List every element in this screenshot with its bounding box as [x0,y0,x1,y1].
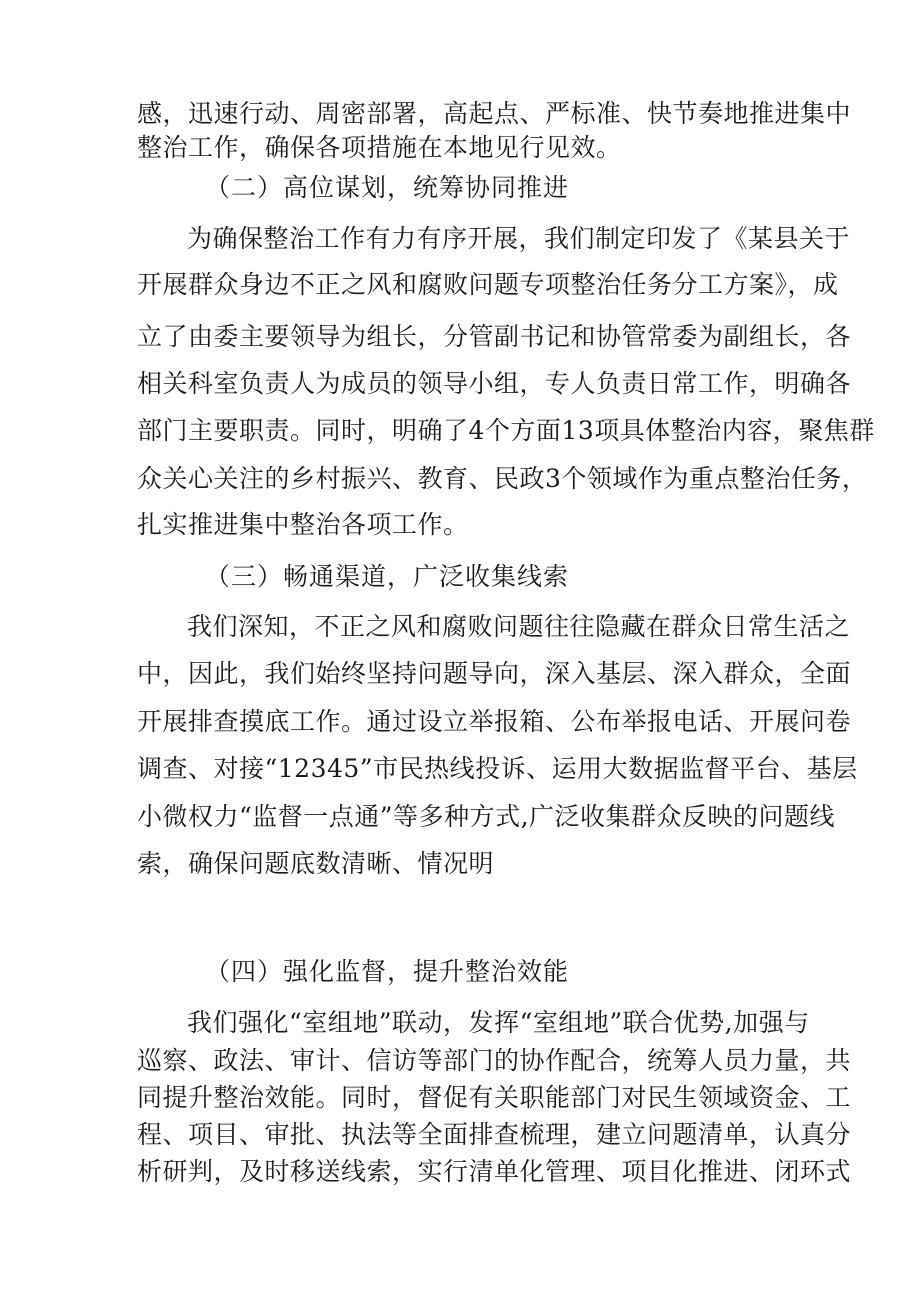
section-heading-2: （二）高位谋划，统筹协同推进 [205,173,570,202]
paragraph-line: 相关科室负责人为成员的领导小组，专人负责日常工作，明确各 [137,369,852,398]
section-heading-4: （四）强化监督，提升整治效能 [205,957,570,986]
paragraph-line: 程、项目、审批、执法等全面排查梳理，建立问题清单，认真分 [137,1120,852,1149]
section-heading-3: （三）畅通渠道，广泛收集线索 [205,562,570,591]
paragraph-line: 索，确保问题底数清晰、情况明 [137,849,495,878]
paragraph-line: 我们深知，不正之风和腐败问题往往隐藏在群众日常生活之 [187,612,851,641]
paragraph-line: 中，因此，我们始终坚持问题导向，深入基层、深入群众，全面 [137,659,852,688]
paragraph-line: 开展群众身边不正之风和腐败问题专项整治任务分工方案》，成 [137,270,839,299]
paragraph-line: 巡察、政法、审计、信访等部门的协作配合，统筹人员力量，共 [137,1046,852,1075]
paragraph-line: 析研判，及时移送线索，实行清单化管理、项目化推进、闭环式 [137,1157,852,1186]
paragraph-line: 我们强化“室组地”联动，发挥“室组地”联合优势,加强与 [187,1008,810,1037]
paragraph-line: 整治工作，确保各项措施在本地见行见效。 [137,133,622,162]
paragraph-line: 小微权力“监督一点通”等多种方式,广泛收集群众反映的问题线 [137,802,836,831]
paragraph-line: 调查、对接“12345”市民热线投诉、运用大数据监督平台、基层 [137,754,858,783]
paragraph-line: 部门主要职责。同时，明确了4个方面13项具体整治内容，聚焦群 [137,416,875,445]
paragraph-line: 同提升整治效能。同时，督促有关职能部门对民生领域资金、工 [137,1083,852,1112]
paragraph-line: 开展排查摸底工作。通过设立举报箱、公布举报电话、开展问卷 [137,707,852,736]
paragraph-line: 为确保整治工作有力有序开展，我们制定印发了《某县关于 [187,224,851,253]
paragraph-line: 感，迅速行动、周密部署，高起点、严标准、快节奏地推进集中 [137,99,852,128]
paragraph-line: 众关心关注的乡村振兴、教育、民政3个领域作为重点整治任务， [137,464,868,493]
paragraph-line: 扎实推进集中整治各项工作。 [137,510,469,539]
paragraph-line: 立了由委主要领导为组长，分管副书记和协管常委为副组长，各 [137,322,852,351]
